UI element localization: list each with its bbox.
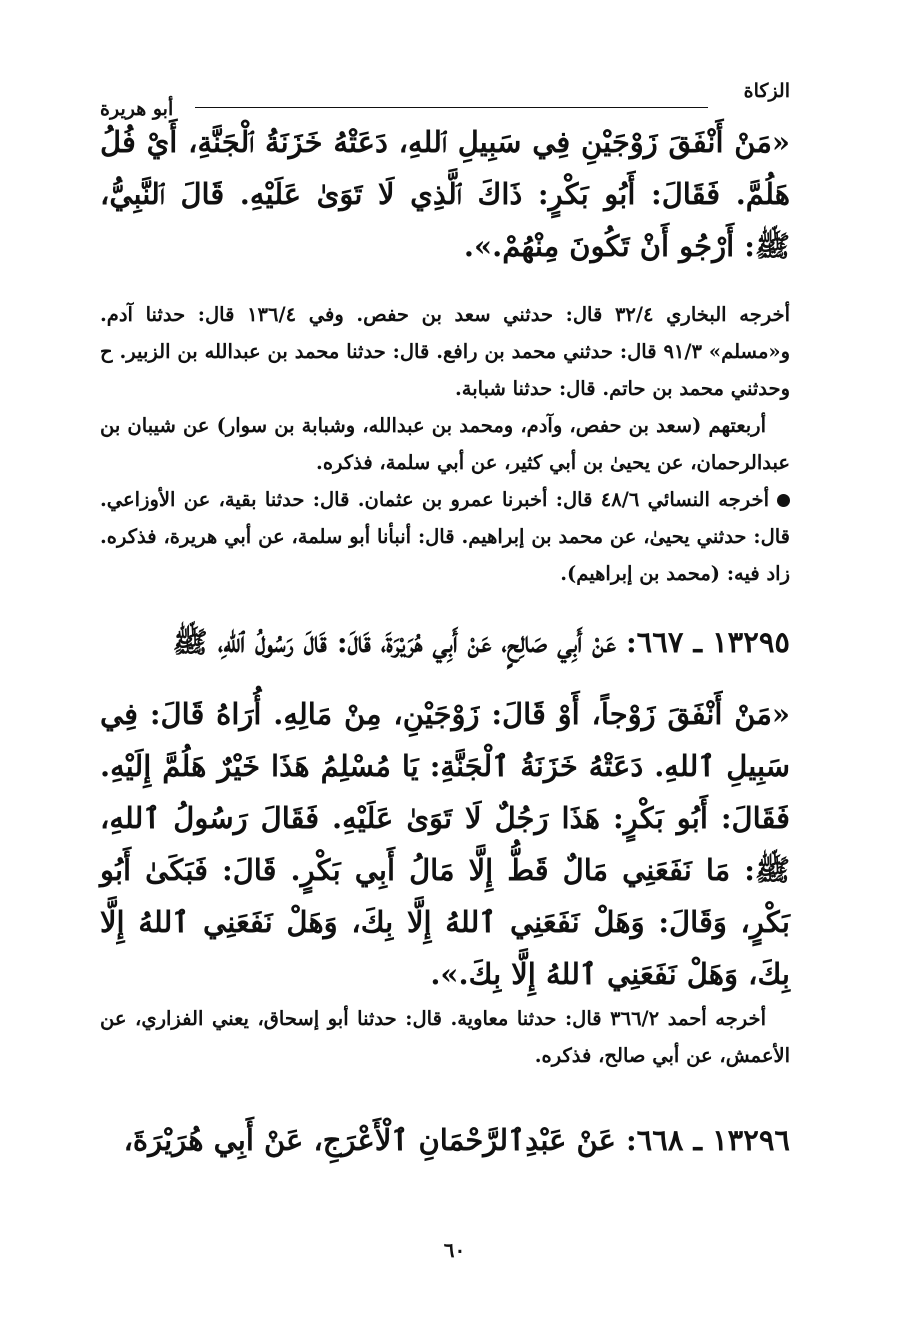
spacer <box>100 592 790 616</box>
running-head <box>100 80 790 120</box>
book-page <box>100 80 790 1166</box>
hadith-text-13295: «مَنْ أَنْفَقَ زَوْجاً، أَوْ قَالَ: زَوْجَيْنِ، مِنْ مَالِهِ. أُرَاهُ قَالَ: فِي سَبِيلِ ٱللهِ. دَعَتْهُ خَزَنَةُ ٱلْجَنَّةِ: يَا مُسْلِمُ هَذَا خَيْرٌ هَلُمَّ إِلَيْهِ. فَقَالَ: أَبُو بَكْرٍ: هَذَا رَجُلٌ لَا تَوَىٰ عَلَيْهِ. فَقَالَ رَسُولُ ٱللهِ، ﷺ: مَا نَفَعَنِي مَالٌ قَطُّ إِلَّا مَالُ أَبِي بَكْرٍ. قَالَ: فَبَكَىٰ أَبُو بَكْرٍ، وَقَالَ: وَهَلْ نَفَعَنِي ٱللهُ إِلَّا بِكَ، وَهَلْ نَفَعَنِي ٱللهُ إِلَّا بِكَ، وَهَلْ نَفَعَنِي ٱللهُ إِلَّا بِكَ.». <box>100 697 790 991</box>
takhrij-ahmad: أخرجه أحمد ٣٦٦/٢ قال: حدثنا معاوية. قال: حدثنا أبو إسحاق، يعني الفزاري، عن الأعمش، عن أبي صالح، فذكره. <box>100 1007 790 1067</box>
takhrij-nasai-paragraph <box>100 481 790 592</box>
chapter-title: الزكاة <box>743 80 790 102</box>
hadith-heading-13295: ١٣٢٩٥ ـ ٦٦٧: عَنْ أَبِي صَالِحٍ، عَنْ أَبِي هُرَيْرَةَ، قَالَ: قَالَ رَسُولُ ٱللهِ، ﷺ <box>172 625 790 659</box>
takhrij-bukhari-muslim: أخرجه البخاري ٣٢/٤ قال: حدثني سعد بن حفص. وفي ١٣٦/٤ قال: حدثنا آدم. و«مسلم» ٩١/٣ قال: حدثني محمد بن رافع. قال: حدثنا محمد بن عبدالله بن الزبير. ح وحدثني محمد بن حاتم. قال: حدثنا شبابة. <box>100 303 790 400</box>
hadith-text-1: «مَنْ أَنْفَقَ زَوْجَيْنِ فِي سَبِيلِ ٱللهِ، دَعَتْهُ خَزَنَةُ ٱلْجَنَّةِ، أَيْ فُلُ هَلُمَّ. فَقَالَ: أَبُو بَكْرٍ: ذَاكَ ٱلَّذِي لَا تَوَىٰ عَلَيْهِ. قَالَ ٱلنَّبِيُّ، ﷺ: أَرْجُو أَنْ تَكُونَ مِنْهُمْ.». <box>100 125 790 263</box>
narrator-title: أبو هريرة <box>100 98 174 120</box>
hadith-heading-13296: ١٣٢٩٦ ـ ٦٦٨: عَنْ عَبْدِٱلرَّحْمَانِ ٱلْأَعْرَجِ، عَنْ أَبِي هُرَيْرَةَ، <box>123 1123 790 1157</box>
header-rule <box>195 107 708 108</box>
takhrij-nasai: أخرجه النسائي ٤٨/٦ قال: أخبرنا عمرو بن عثمان. قال: حدثنا بقية، عن الأوزاعي. قال: حدثني يحيىٰ، عن محمد بن إبراهيم. قال: أنبأنا أبو سلمة، عن أبي هريرة، فذكره. زاد فيه: (محمد بن إبراهيم). <box>100 488 790 585</box>
takhrij-summary: أربعتهم (سعد بن حفص، وآدم، ومحمد بن عبدالله، وشبابة بن سوار) عن شيبان بن عبدالرحمان، عن يحيىٰ بن أبي كثير، عن أبي سلمة، فذكره. <box>100 414 790 474</box>
spacer <box>100 272 790 296</box>
spacer <box>100 668 790 682</box>
bullet-icon <box>777 494 790 507</box>
spacer <box>100 1074 790 1114</box>
page-number: ٦٠ <box>443 1238 466 1262</box>
